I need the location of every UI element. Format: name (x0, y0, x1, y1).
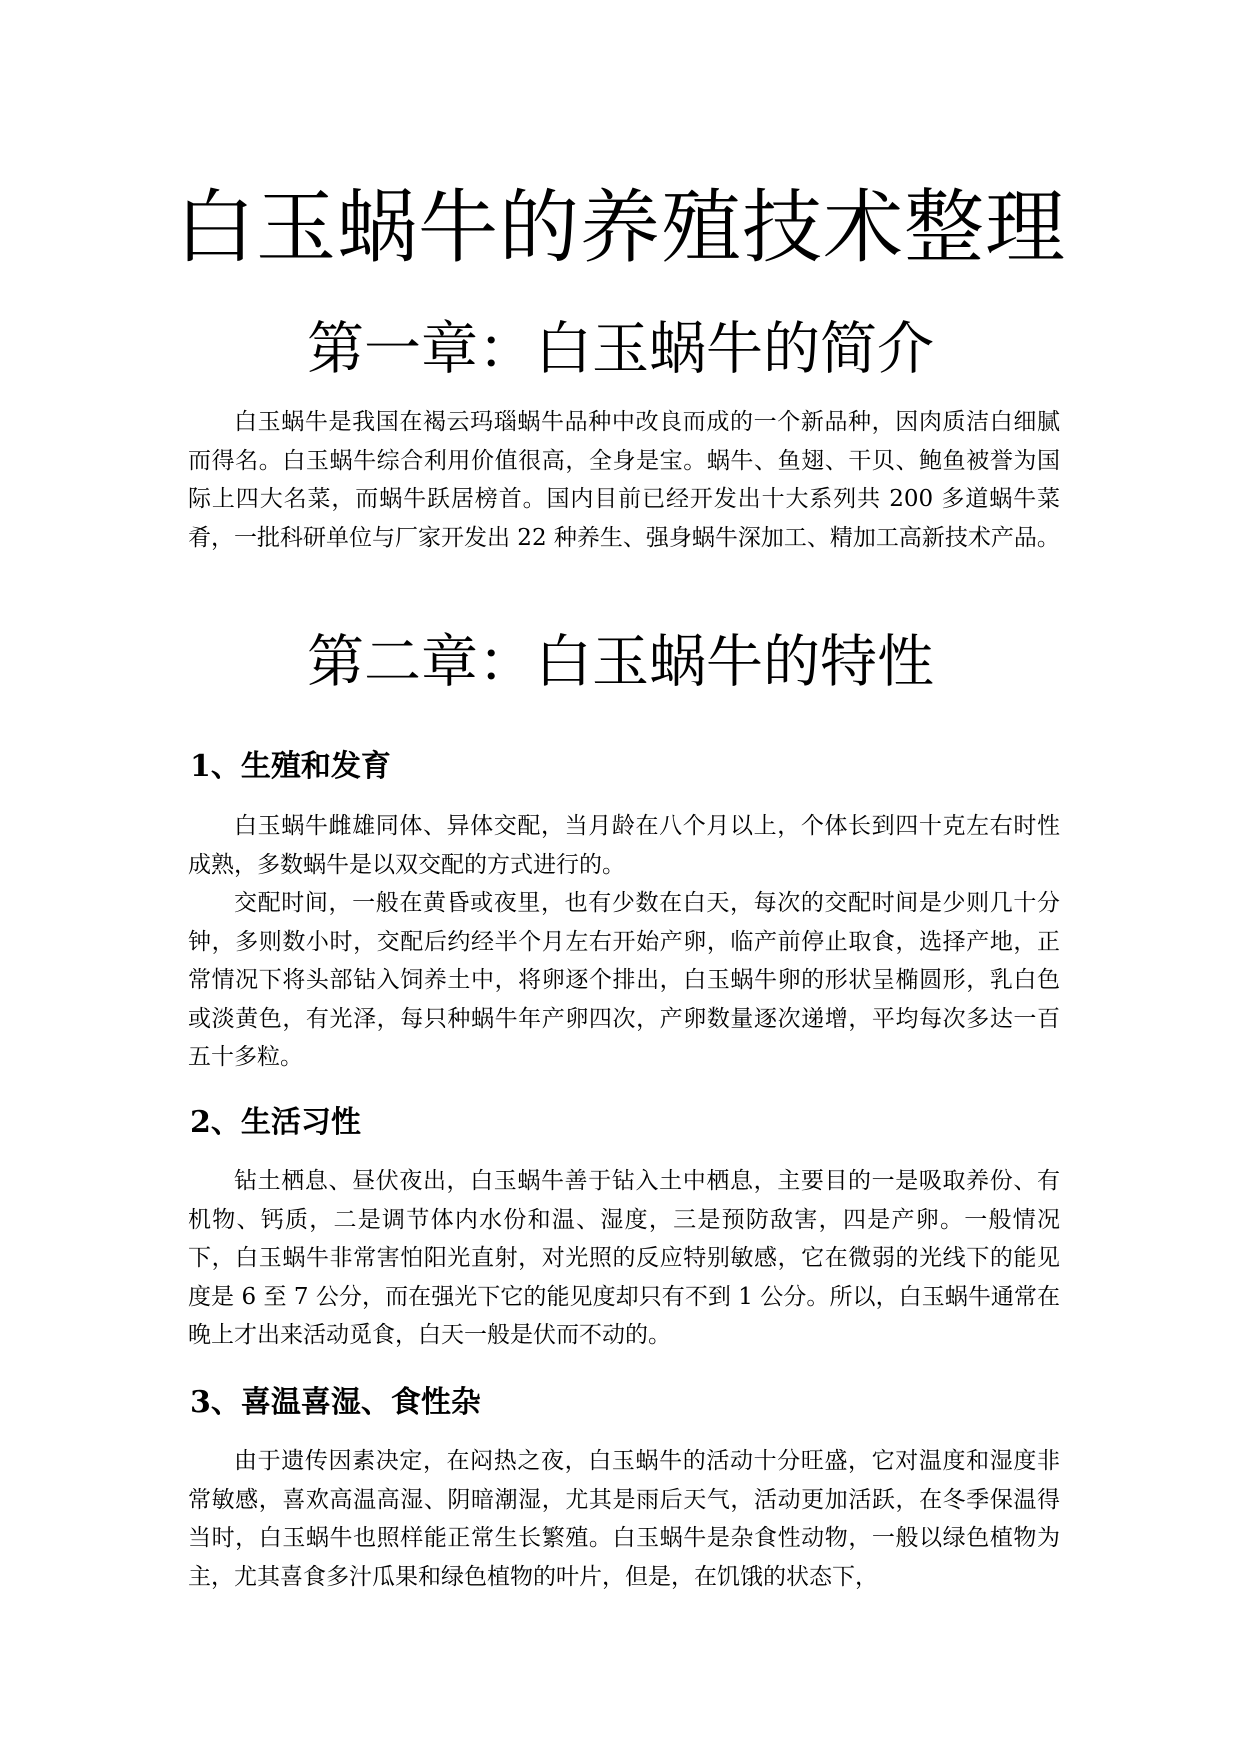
section-3-heading: 3、喜温喜湿、食性杂 (190, 1385, 481, 1420)
section-1-paragraph-2: 交配时间，一般在黄昏或夜里，也有少数在白天，每次的交配时间是少则几十分钟，多则数小时，交配后约经半个月左右开始产卵，临产前停止取食，选择产地，正常情况下将头部钻入饲养土中，将卵逐个排出，白玉蜗牛卵的形状呈椭圆形，乳白色或淡黄色，有光泽，每只种蜗牛年产卵四次，产卵数量逐次递增，平均每次多达一百五十多粒。 (188, 890, 1060, 1071)
section-1-paragraph-1: 白玉蜗牛雌雄同体、异体交配，当月龄在八个月以上，个体长到四十克左右时性成熟，多数蜗牛是以双交配的方式进行的。 (188, 813, 1060, 878)
chapter-1-heading: 第一章：白玉蜗牛的简介 (307, 316, 934, 382)
section-3-paragraph: 由于遗传因素决定，在闷热之夜，白玉蜗牛的活动十分旺盛，它对温度和湿度非常敏感，喜欢高温高湿、阴暗潮湿，尤其是雨后天气，活动更加活跃，在冬季保温得当时，白玉蜗牛也照样能正常生长繁殖。白玉蜗牛是杂食性动物，一般以绿色植物为主，尤其喜食多汁瓜果和绿色植物的叶片，但是，在饥饿的状态下， (188, 1448, 1060, 1590)
chapter-1-paragraph: 白玉蜗牛是我国在褐云玛瑙蜗牛品种中改良而成的一个新品种，因肉质洁白细腻而得名。白玉蜗牛综合利用价值很高，全身是宝。蜗牛、鱼翅、干贝、鲍鱼被誉为国际上四大名菜，而蜗牛跃居榜首。国内目前已经开发出十大系列共 200 多道蜗牛菜肴，一批科研单位与厂家开发出 22 种养生、强身蜗牛深加工、精加工高新技术产品。 (188, 409, 1060, 551)
section-2-heading: 2、生活习性 (190, 1105, 361, 1140)
chapter-2-heading: 第二章：白玉蜗牛的特性 (307, 629, 934, 695)
section-2-paragraph: 钻土栖息、昼伏夜出，白玉蜗牛善于钻入土中栖息，主要目的一是吸取养份、有机物、钙质，二是调节体内水份和温、湿度，三是预防敌害，四是产卵。一般情况下，白玉蜗牛非常害怕阳光直射，对光照的反应特别敏感，它在微弱的光线下的能见度是 6 至 7 公分，而在强光下它的能见度却只有不到 1 公分。所以，白玉蜗牛通常在晚上才出来活动觅食，白天一般是伏而不动的。 (188, 1168, 1060, 1349)
document-title: 白玉蜗牛的养殖技术整理 (175, 181, 1066, 274)
section-1-heading: 1、生殖和发育 (190, 749, 391, 784)
